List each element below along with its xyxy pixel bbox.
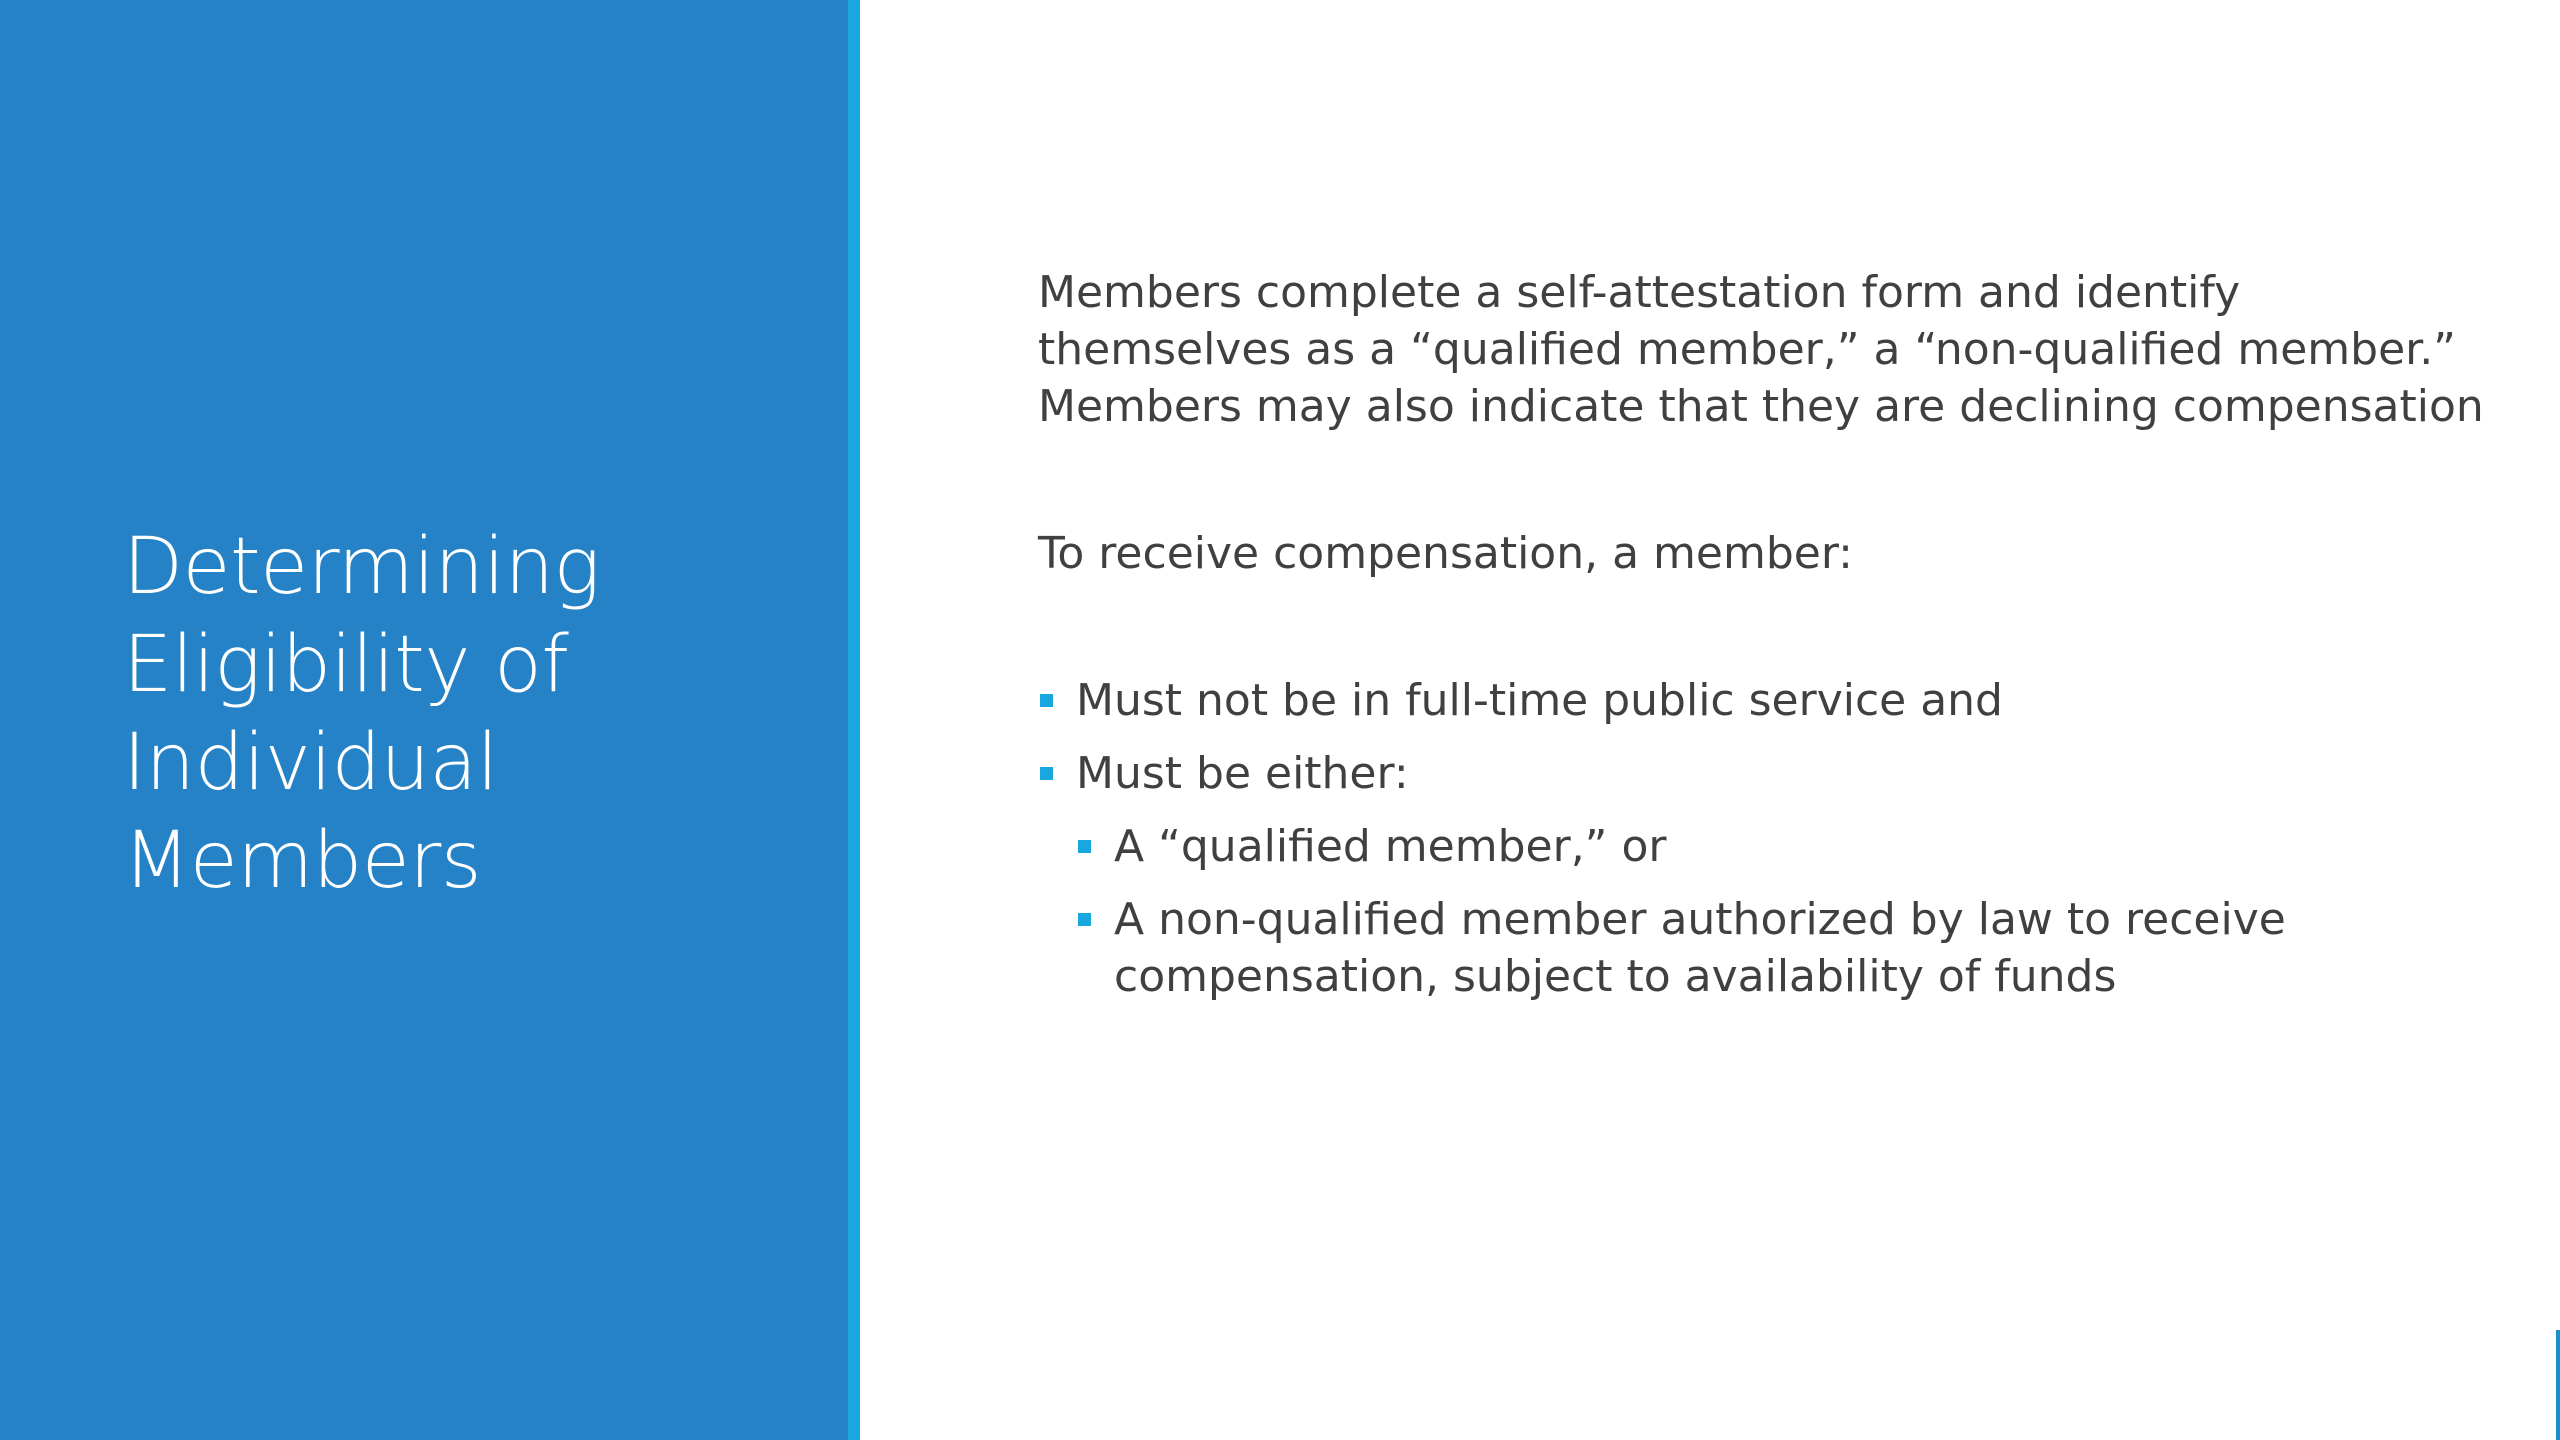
list-item (1038, 672, 2518, 729)
slide-body (1038, 264, 2518, 1021)
title-line: Members (123, 816, 481, 906)
intro-line: Members complete a self-attestation form and identify (1038, 267, 2241, 318)
bullet-text: A “qualified member,” or (1114, 821, 1667, 872)
corner-accent (2556, 1330, 2560, 1440)
intro-line: Members may also indicate that they are declining compensation (1038, 381, 2484, 432)
bullet-text: A non-qualified member authorized by law to receive (1114, 894, 2286, 945)
sub-list-item (1076, 818, 2518, 875)
square-bullet-icon (1078, 913, 1091, 926)
sub-list-item (1076, 891, 2518, 1005)
title-line: Individual (123, 718, 498, 808)
title-line: Determining (123, 522, 600, 612)
bullet-text: compensation, subject to availability of funds (1114, 951, 2117, 1002)
square-bullet-icon (1040, 767, 1053, 780)
title-line: Eligibility of (123, 620, 569, 710)
bullet-text: Must be either: (1076, 748, 1409, 799)
square-bullet-icon (1040, 694, 1053, 707)
slide-title (123, 518, 803, 910)
intro-line: themselves as a “qualified member,” a “non-qualified member.” (1038, 324, 2456, 375)
intro-paragraph (1038, 264, 2518, 435)
bullet-list (1038, 672, 2518, 1005)
bullet-text: Must not be in full-time public service and (1076, 675, 2003, 726)
accent-stripe (848, 0, 860, 1440)
square-bullet-icon (1078, 840, 1091, 853)
lead-in-text: To receive compensation, a member: (1038, 528, 1853, 579)
list-item (1038, 745, 2518, 802)
